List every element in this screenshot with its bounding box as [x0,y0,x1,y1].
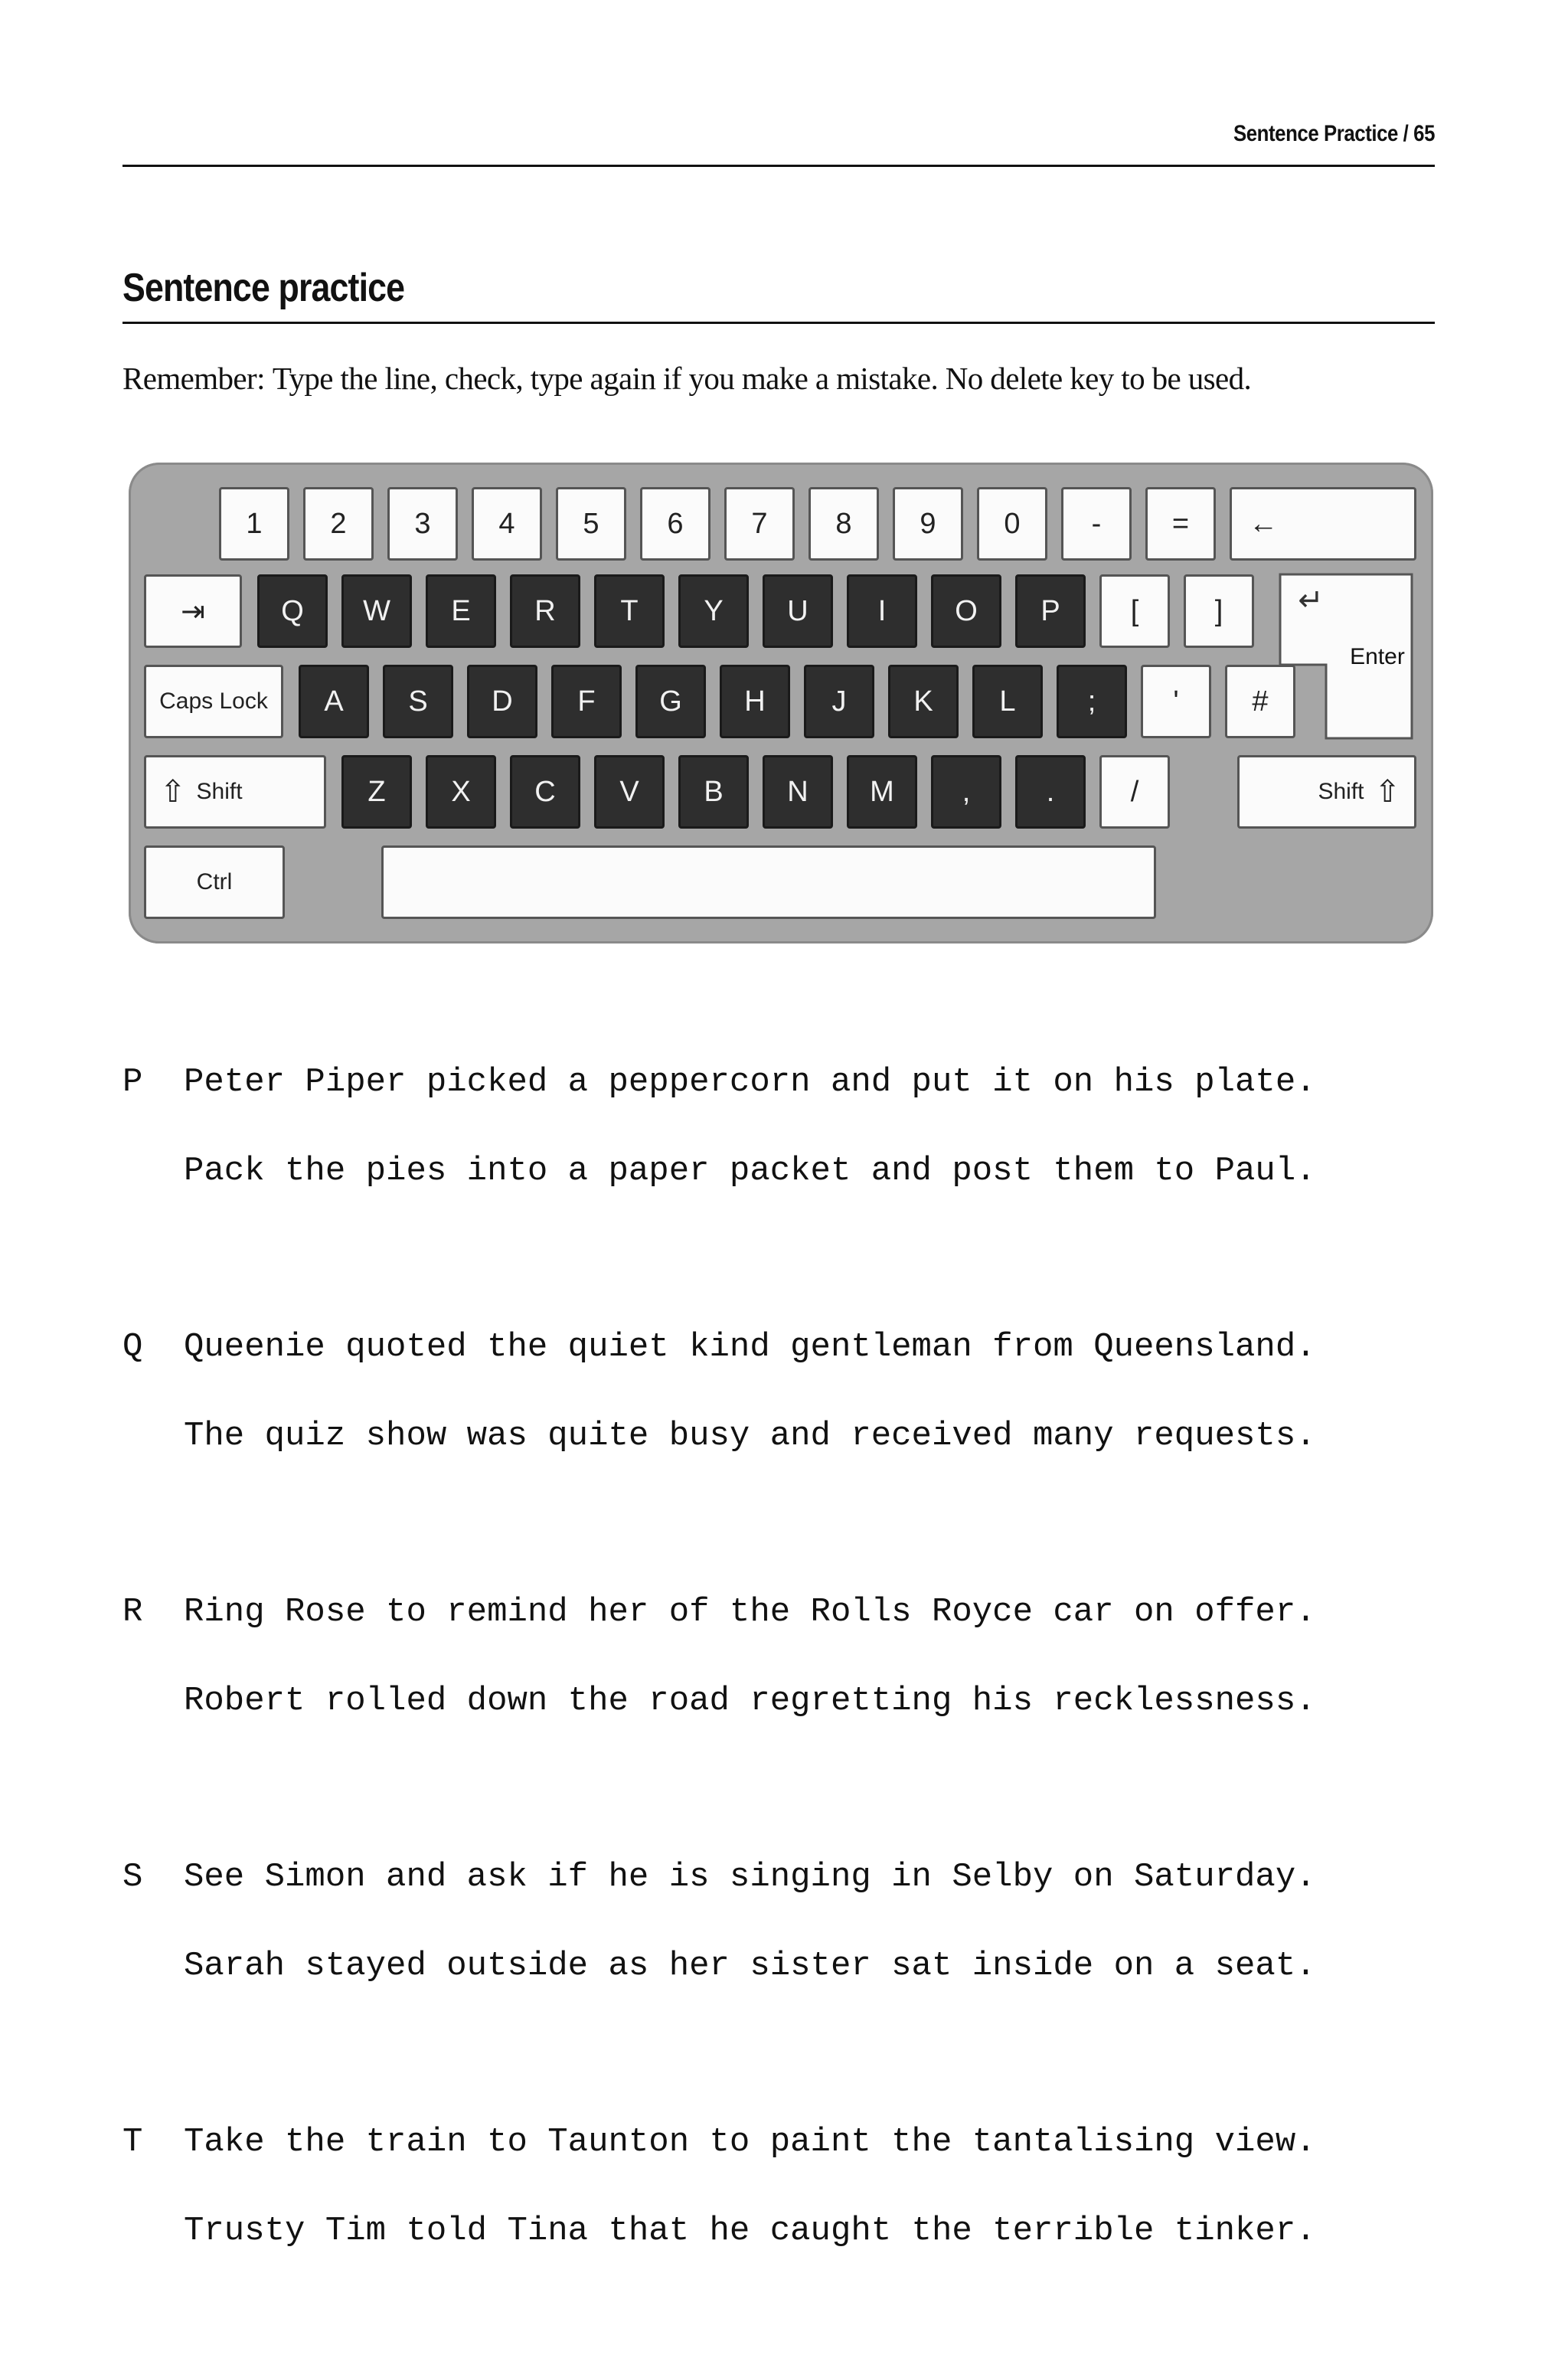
shift-arrow-icon: ⇧ [1374,775,1400,809]
key-left-bracket: [ [1099,574,1170,648]
key-c: C [510,755,580,829]
practice-line: See Simon and ask if he is singing in Selby on Saturday. [184,1858,1316,1896]
header-rule [122,165,1435,167]
key-i: I [847,574,917,648]
key-apostrophe: ' [1141,665,1211,738]
instruction-lead: Remember: [122,361,265,396]
keyboard-diagram [129,463,1433,943]
key-n: N [763,755,833,829]
key-p: P [1015,574,1086,648]
title-rule [122,322,1435,324]
key-comma: , [931,755,1001,829]
key-w: W [341,574,412,648]
key-minus: - [1061,487,1132,561]
left-shift-key [144,755,326,829]
practice-line: Sarah stayed outside as her sister sat inside on a seat. [184,1947,1316,1985]
key-9: 9 [893,487,963,561]
running-head: Sentence Practice / 65 [1233,121,1435,146]
key-slash: / [1099,755,1170,829]
key-y: Y [678,574,749,648]
key-e: E [426,574,496,648]
tab-key: ⇥ [144,574,242,648]
key-semicolon: ; [1057,665,1127,738]
key-b: B [678,755,749,829]
practice-line: Take the train to Taunton to paint the tantalising view. [184,2123,1316,2161]
practice-line: Peter Piper picked a peppercorn and put it on his plate. [184,1063,1316,1101]
key-a: A [299,665,369,738]
key-right-bracket: ] [1184,574,1254,648]
backspace-key: ← [1230,487,1416,561]
key-0: 0 [977,487,1047,561]
enter-arrow-icon: ↵ [1298,584,1324,617]
key-r: R [510,574,580,648]
practice-line: The quiz show was quite busy and received many requests. [184,1417,1316,1455]
key-h: H [720,665,790,738]
enter-key-label: Enter [1350,644,1405,669]
practice-letter: P [122,1063,143,1101]
right-shift-key [1237,755,1416,829]
practice-line: Pack the pies into a paper packet and post them to Paul. [184,1152,1316,1190]
spacebar-key [381,845,1156,919]
practice-line: Trusty Tim told Tina that he caught the terrible tinker. [184,2212,1316,2250]
key-hash: # [1225,665,1295,738]
section-title: Sentence practice [122,266,405,310]
key-z: Z [341,755,412,829]
key-8: 8 [808,487,879,561]
key-2: 2 [303,487,374,561]
instruction [122,360,1435,397]
key-period: . [1015,755,1086,829]
practice-letter: S [122,1858,143,1896]
key-1: 1 [219,487,289,561]
key-f: F [551,665,622,738]
shift-arrow-icon: ⇧ [160,775,186,809]
key-5: 5 [556,487,626,561]
key-3: 3 [387,487,458,561]
practice-letter: T [122,2123,143,2161]
practice-line: Robert rolled down the road regretting his recklessness. [184,1682,1316,1720]
practice-line: Queenie quoted the quiet kind gentleman from Queensland. [184,1328,1316,1366]
practice-letter: R [122,1593,143,1631]
key-o: O [931,574,1001,648]
key-s: S [383,665,453,738]
key-4: 4 [472,487,542,561]
practice-letter: Q [122,1328,143,1366]
key-q: Q [257,574,328,648]
key-u: U [763,574,833,648]
key-x: X [426,755,496,829]
instruction-text: Type the line, check, type again if you make a mistake. No delete key to be used. [272,361,1252,396]
caps-lock-key: Caps Lock [144,665,283,738]
key-k: K [888,665,959,738]
key-t: T [594,574,665,648]
key-g: G [635,665,706,738]
key-j: J [804,665,874,738]
key-equals: = [1145,487,1216,561]
key-d: D [467,665,537,738]
right-shift-label: Shift [1318,779,1364,804]
key-6: 6 [640,487,710,561]
key-7: 7 [724,487,795,561]
key-l: L [972,665,1043,738]
key-v: V [594,755,665,829]
practice-line: Ring Rose to remind her of the Rolls Royce car on offer. [184,1593,1316,1631]
ctrl-key: Ctrl [144,845,285,919]
key-m: M [847,755,917,829]
left-shift-label: Shift [196,779,243,804]
